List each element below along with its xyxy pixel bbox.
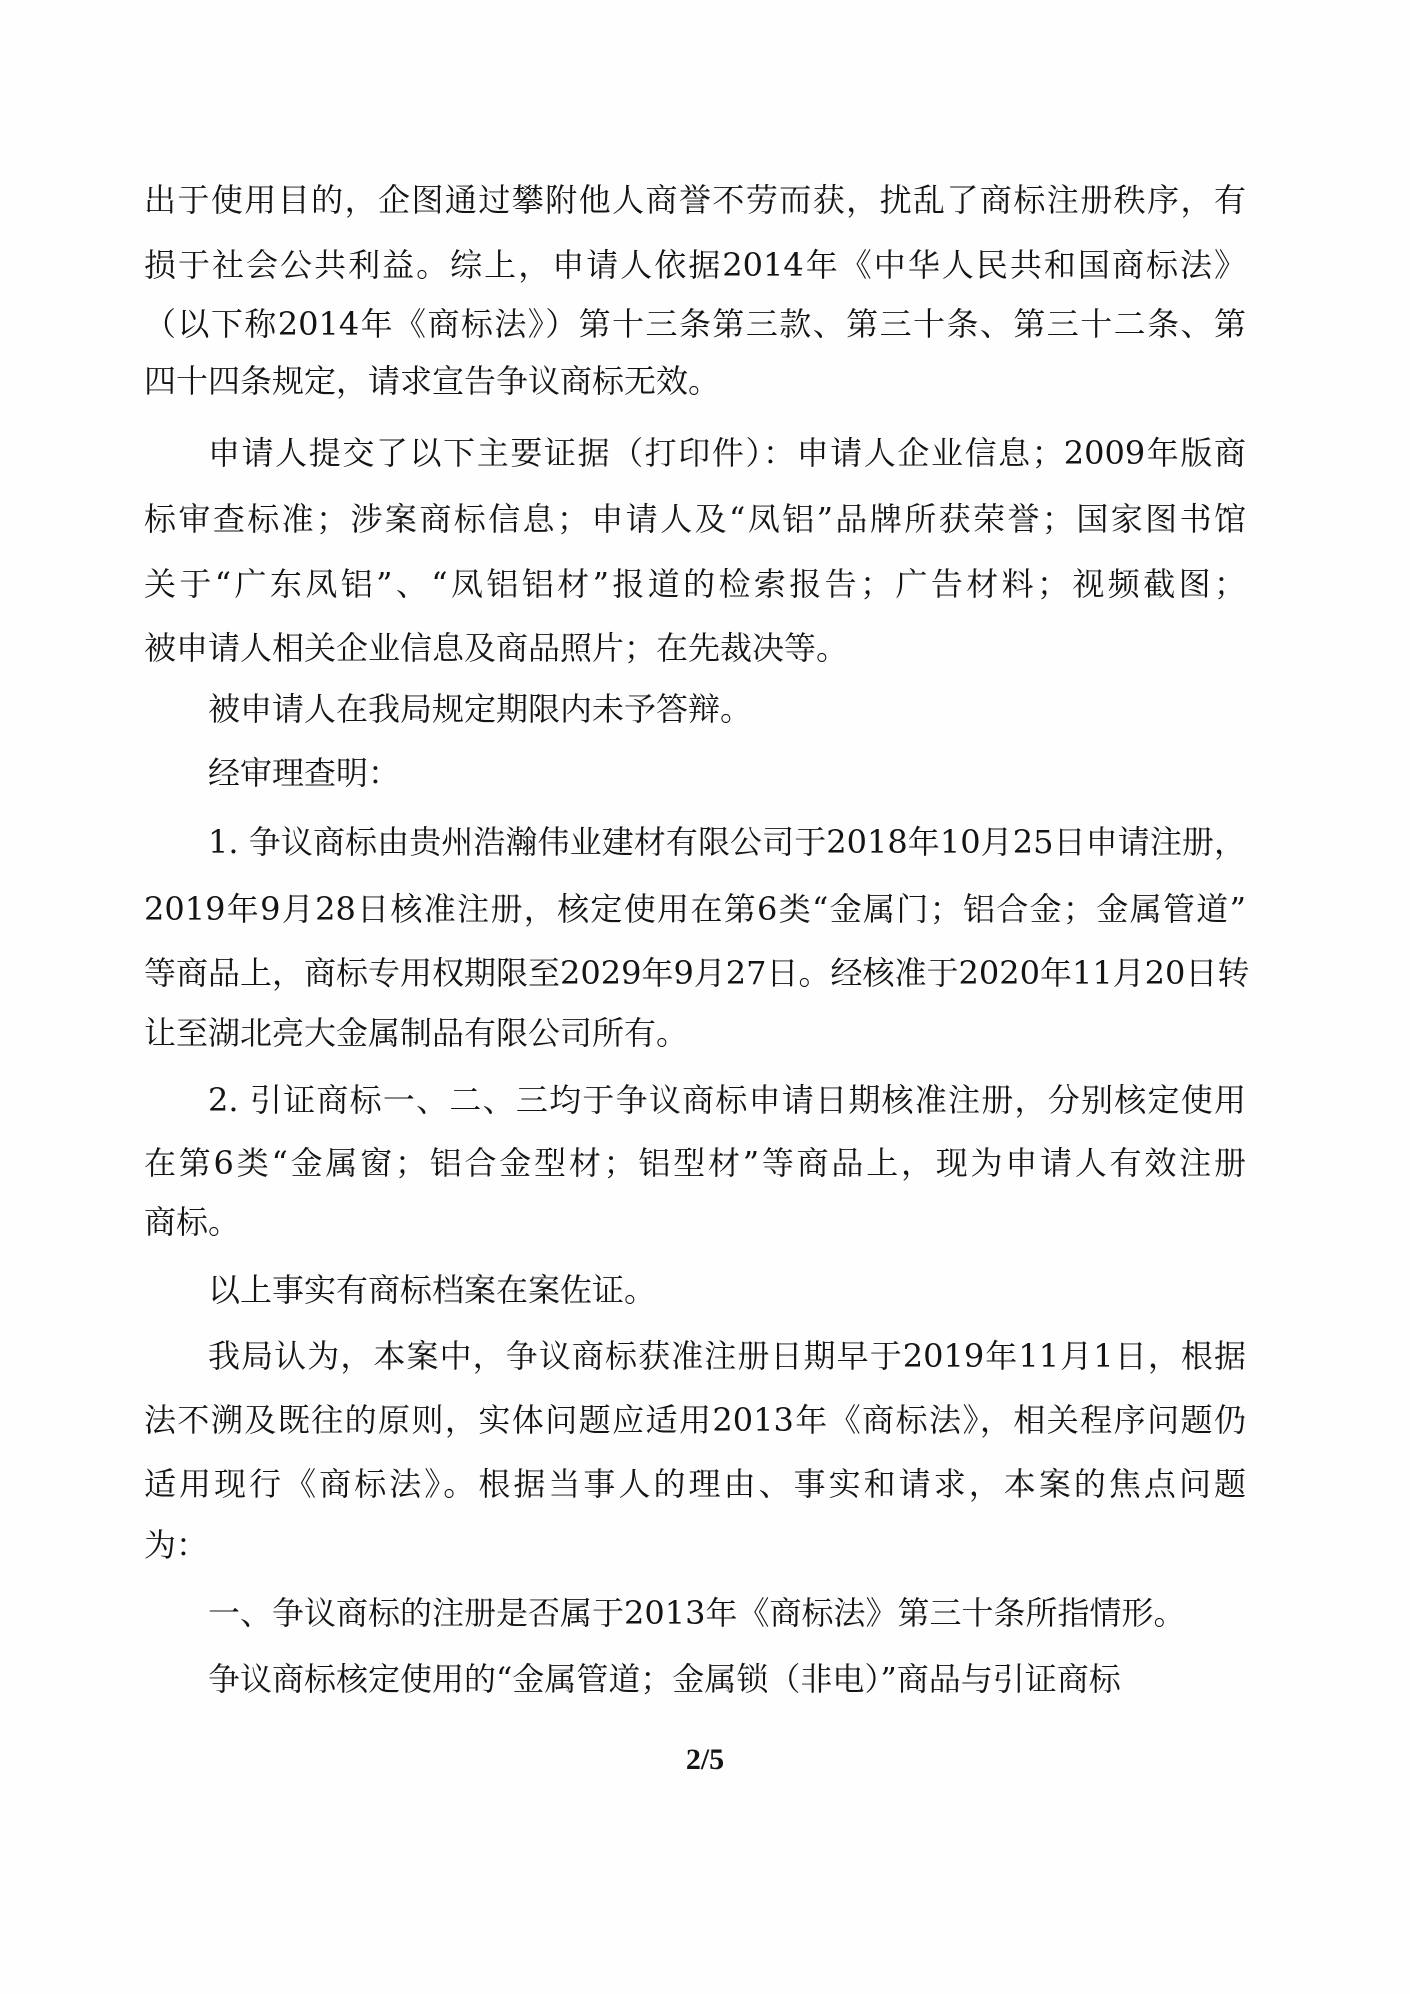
- text-line: 申请人提交了以下主要证据（打印件）：申请人企业信息；2009年版商: [208, 434, 1246, 472]
- text-line: 损于社会公共利益。综上，申请人依据2014年《中华人民共和国商标法》: [144, 246, 1246, 284]
- text-line: 适用现行《商标法》。根据当事人的理由、事实和请求，本案的焦点问题: [144, 1465, 1246, 1503]
- text-line: 法不溯及既往的原则，实体问题应适用2013年《商标法》，相关程序问题仍: [144, 1401, 1246, 1439]
- page-number: 2/5: [685, 1743, 725, 1776]
- text-line: 关于“广东凤铝”、“凤铝铝材”报道的检索报告；广告材料；视频截图；: [144, 565, 1246, 603]
- text-line: 我局认为，本案中，争议商标获准注册日期早于2019年11月1日，根据: [208, 1337, 1246, 1375]
- text-line: 四十四条规定，请求宣告争议商标无效。: [144, 362, 721, 400]
- text-line: 1. 争议商标由贵州浩瀚伟业建材有限公司于2018年10月25日申请注册，: [208, 823, 1246, 861]
- text-line: 标审查标准；涉案商标信息；申请人及“凤铝”品牌所获荣誉；国家图书馆: [144, 500, 1246, 538]
- text-line: 一、争议商标的注册是否属于2013年《商标法》第三十条所指情形。: [208, 1594, 1186, 1632]
- text-line: 2. 引证商标一、二、三均于争议商标申请日期核准注册，分别核定使用: [208, 1081, 1246, 1119]
- text-line: 以上事实有商标档案在案佐证。: [208, 1271, 657, 1309]
- text-line: 经审理查明：: [208, 754, 401, 792]
- text-line: 为：: [144, 1526, 209, 1564]
- text-line: 争议商标核定使用的“金属管道；金属锁（非电）”商品与引证商标: [208, 1660, 1121, 1698]
- text-line: （以下称2014年《商标法》）第十三条第三款、第三十条、第三十二条、第: [144, 305, 1246, 343]
- text-line: 被申请人在我局规定期限内未予答辩。: [208, 690, 753, 728]
- text-line: 商标。: [144, 1203, 241, 1241]
- text-line: 等商品上，商标专用权期限至2029年9月27日。经核准于2020年11月20日转: [144, 954, 1250, 992]
- text-line: 被申请人相关企业信息及商品照片；在先裁决等。: [144, 629, 849, 667]
- text-line: 让至湖北亮大金属制品有限公司所有。: [144, 1014, 689, 1052]
- text-line: 2019年9月28日核准注册，核定使用在第6类“金属门；铝合金；金属管道”: [144, 890, 1246, 928]
- text-line: 出于使用目的，企图通过攀附他人商誉不劳而获，扰乱了商标注册秩序，有: [144, 181, 1246, 219]
- text-line: 在第6类“金属窗；铝合金型材；铝型材”等商品上，现为申请人有效注册: [144, 1144, 1246, 1182]
